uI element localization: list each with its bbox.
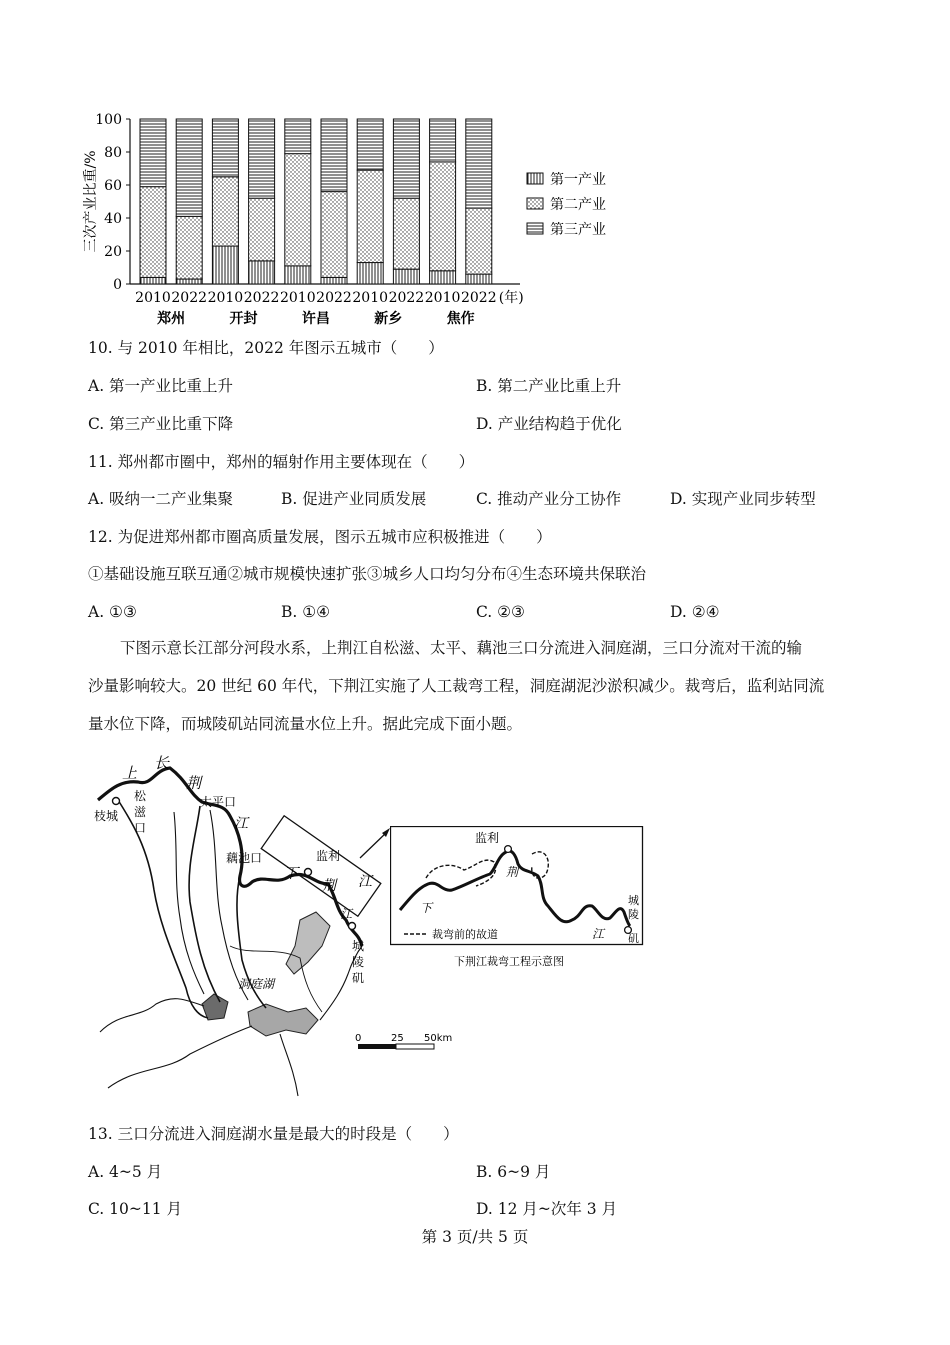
bar-segment-2 <box>466 208 492 274</box>
bar-segment-3 <box>357 119 383 170</box>
bar-segment-2 <box>393 198 419 269</box>
inset-label-xia: 下 <box>420 901 433 915</box>
bar-segment-3 <box>430 119 456 162</box>
bar-segment-1 <box>466 274 492 284</box>
label-songzi-3: 口 <box>134 821 147 835</box>
q10-stem: 10. 与 2010 年相比，2022 年图示五城市（ ） <box>88 339 444 357</box>
label-shang: 上 <box>122 764 138 782</box>
y-tick-label: 100 <box>95 112 122 128</box>
legend-label: 第三产业 <box>550 222 606 238</box>
x-tick-label: 2022 <box>460 290 497 306</box>
label-jing2: 荆 <box>322 878 336 894</box>
intro-line-3: 量水位下降，而城陵矶站同流量水位上升。据此完成下面小题。 <box>88 715 523 733</box>
x-tick-label: 2010 <box>424 290 461 306</box>
south-river <box>280 1034 298 1096</box>
label-chang: 长 <box>154 754 170 772</box>
label-taiping: 太平口 <box>200 795 237 809</box>
q12-option-c[interactable]: C. ②③ <box>476 603 525 621</box>
q13-option-b[interactable]: B. 6~9 月 <box>476 1163 551 1181</box>
inset-svg <box>390 826 645 971</box>
y-tick-label: 0 <box>113 277 122 293</box>
legend-label: 第一产业 <box>550 172 606 188</box>
page-footer: 第 3 页/共 5 页 <box>421 1228 529 1246</box>
x-tick-label: 2010 <box>279 290 316 306</box>
x-tick-label: 2022 <box>171 290 208 306</box>
q10-option-d[interactable]: D. 产业结构趋于优化 <box>476 415 622 433</box>
q13-option-c[interactable]: C. 10~11 月 <box>88 1200 183 1218</box>
bar-segment-3 <box>212 119 238 177</box>
bar-segment-3 <box>249 119 275 198</box>
legend-swatch <box>527 223 543 234</box>
legend-swatch <box>527 173 543 184</box>
west-river-1 <box>100 999 204 1032</box>
q10-option-c[interactable]: C. 第三产业比重下降 <box>88 415 234 433</box>
chenglingji-marker <box>349 923 356 930</box>
bar-segment-2 <box>357 170 383 262</box>
label-jing1: 荆 <box>186 774 202 792</box>
x-tick-label: 2022 <box>388 290 425 306</box>
city-label: 开封 <box>229 311 258 327</box>
label-jiang3: 江 <box>340 907 353 921</box>
bar-segment-2 <box>176 216 202 279</box>
label-chenglingji-2: 陵 <box>352 955 365 969</box>
dongting-lake-west <box>202 994 228 1020</box>
jianli-marker <box>305 869 312 876</box>
x-tick-label: 2010 <box>135 290 171 306</box>
bar-segment-2 <box>430 162 456 271</box>
q10-option-a[interactable]: A. 第一产业比重上升 <box>88 377 234 395</box>
bar-segment-1 <box>321 277 347 284</box>
bar-segment-2 <box>212 177 238 246</box>
bar-segment-1 <box>357 263 383 284</box>
label-dongting: 洞庭湖 <box>238 977 275 991</box>
y-tick-label: 60 <box>104 178 122 194</box>
inset-outline-box <box>261 816 381 916</box>
q12-option-a[interactable]: A. ①③ <box>88 603 137 621</box>
q12-option-d[interactable]: D. ②④ <box>670 603 720 621</box>
bar-segment-1 <box>249 261 275 284</box>
inset-map <box>390 826 645 971</box>
inset-label-chenglingji-1: 城 <box>628 894 639 907</box>
q11-option-d[interactable]: D. 实现产业同步转型 <box>670 490 816 508</box>
bar-segment-1 <box>212 246 238 284</box>
q11-option-c[interactable]: C. 推动产业分工协作 <box>476 490 622 508</box>
chart-svg <box>80 105 620 330</box>
x-tick-label: 2022 <box>316 290 352 306</box>
bar-segment-2 <box>285 154 311 266</box>
inset-jianli-marker <box>505 846 512 853</box>
q12-option-b[interactable]: B. ①④ <box>281 603 331 621</box>
bar-segment-3 <box>466 119 492 208</box>
legend-label: 第二产业 <box>550 197 606 213</box>
scale-label-50: 50km <box>424 1033 453 1044</box>
inset-caption: 下荆江裁弯工程示意图 <box>454 955 564 968</box>
zhicheng-marker <box>113 798 120 805</box>
label-ouchi: 藕池口 <box>226 851 263 865</box>
y-axis-label: 三次产业比重/% <box>83 150 99 253</box>
bar-segment-1 <box>430 271 456 284</box>
city-label: 焦作 <box>446 311 475 327</box>
q13-stem: 13. 三口分流进入洞庭湖水量是最大的时段是（ ） <box>88 1125 459 1143</box>
intro-line-2: 沙量影响较大。20 世纪 60 年代，下荆江实施了人工裁弯工程，洞庭湖泥沙淤积减少。裁弯后，监利站同流 <box>88 677 825 695</box>
q11-option-b[interactable]: B. 促进产业同质发展 <box>281 490 427 508</box>
inset-label-jiang: 江 <box>592 927 605 941</box>
taiping-distributary <box>189 806 220 1002</box>
y-tick-label: 20 <box>104 244 122 260</box>
inset-legend-label: 裁弯前的故道 <box>432 928 498 941</box>
west-river-2 <box>108 1026 252 1088</box>
songzi-distributary <box>118 800 208 1018</box>
inset-pointer-arrow <box>360 832 387 858</box>
bar-segment-3 <box>321 119 347 192</box>
x-tick-label: 2010 <box>207 290 244 306</box>
bar-segment-2 <box>140 187 166 278</box>
bar-segment-1 <box>140 277 166 284</box>
label-jianli: 监利 <box>316 849 341 863</box>
bar-segment-3 <box>393 119 419 198</box>
bar-segment-2 <box>321 192 347 278</box>
tributary-1 <box>210 810 248 1000</box>
bar-segment-1 <box>285 266 311 284</box>
city-label: 许昌 <box>301 311 330 327</box>
label-jiang1: 江 <box>234 816 248 832</box>
q10-option-b[interactable]: B. 第二产业比重上升 <box>476 377 622 395</box>
city-label: 新乡 <box>374 311 403 327</box>
map-scale-bar <box>355 1033 452 1049</box>
q13-option-a[interactable]: A. 4~5 月 <box>88 1163 163 1181</box>
inset-label-chenglingji-3: 矶 <box>628 932 639 945</box>
label-zhicheng: 枝城 <box>94 809 119 823</box>
x-year-unit: (年) <box>498 290 524 306</box>
scale-label-0: 0 <box>355 1033 362 1044</box>
bar-segment-2 <box>249 198 275 261</box>
q11-option-a[interactable]: A. 吸纳一二产业集聚 <box>88 490 234 508</box>
inset-label-chenglingji-2: 陵 <box>628 908 639 921</box>
city-label: 郑州 <box>157 311 186 327</box>
bar-segment-1 <box>393 269 419 284</box>
label-chenglingji-3: 矶 <box>352 971 365 985</box>
label-songzi-1: 松 <box>134 789 147 803</box>
q11-stem: 11. 郑州都市圈中，郑州的辐射作用主要体现在（ ） <box>88 453 475 471</box>
y-tick-label: 80 <box>104 145 122 161</box>
q12-stem: 12. 为促进郑州都市圈高质量发展，图示五城市应积极推进（ ） <box>88 528 552 546</box>
dongting-lake-east <box>286 912 330 974</box>
q12-items: ①基础设施互联互通②城市规模快速扩张③城乡人口均匀分布④生态环境共保联治 <box>88 565 647 583</box>
bar-segment-3 <box>285 119 311 154</box>
industry-structure-chart <box>80 105 620 330</box>
label-xia: 下 <box>284 866 298 882</box>
bar-segment-3 <box>140 119 166 187</box>
x-tick-label: 2022 <box>243 290 280 306</box>
intro-line-1: 下图示意长江部分河段水系，上荆江自松滋、太平、藕池三口分流进入洞庭湖，三口分流对干流的输 <box>120 639 803 657</box>
inset-label-jing: 荆 <box>506 865 519 879</box>
scale-label-25: 25 <box>391 1033 404 1044</box>
inset-label-jianli: 监利 <box>475 831 500 845</box>
y-tick-label: 40 <box>104 211 122 227</box>
bar-segment-3 <box>176 119 202 216</box>
dongting-lake-south <box>248 1004 318 1036</box>
label-jiang2: 江 <box>358 874 372 890</box>
label-songzi-2: 滋 <box>134 805 147 819</box>
x-tick-label: 2010 <box>352 290 389 306</box>
bar-segment-1 <box>176 279 202 284</box>
legend-swatch <box>527 198 543 209</box>
q13-option-d[interactable]: D. 12 月~次年 3 月 <box>476 1200 618 1218</box>
label-chenglingji-1: 城 <box>352 939 365 953</box>
inset-frame <box>391 827 643 945</box>
